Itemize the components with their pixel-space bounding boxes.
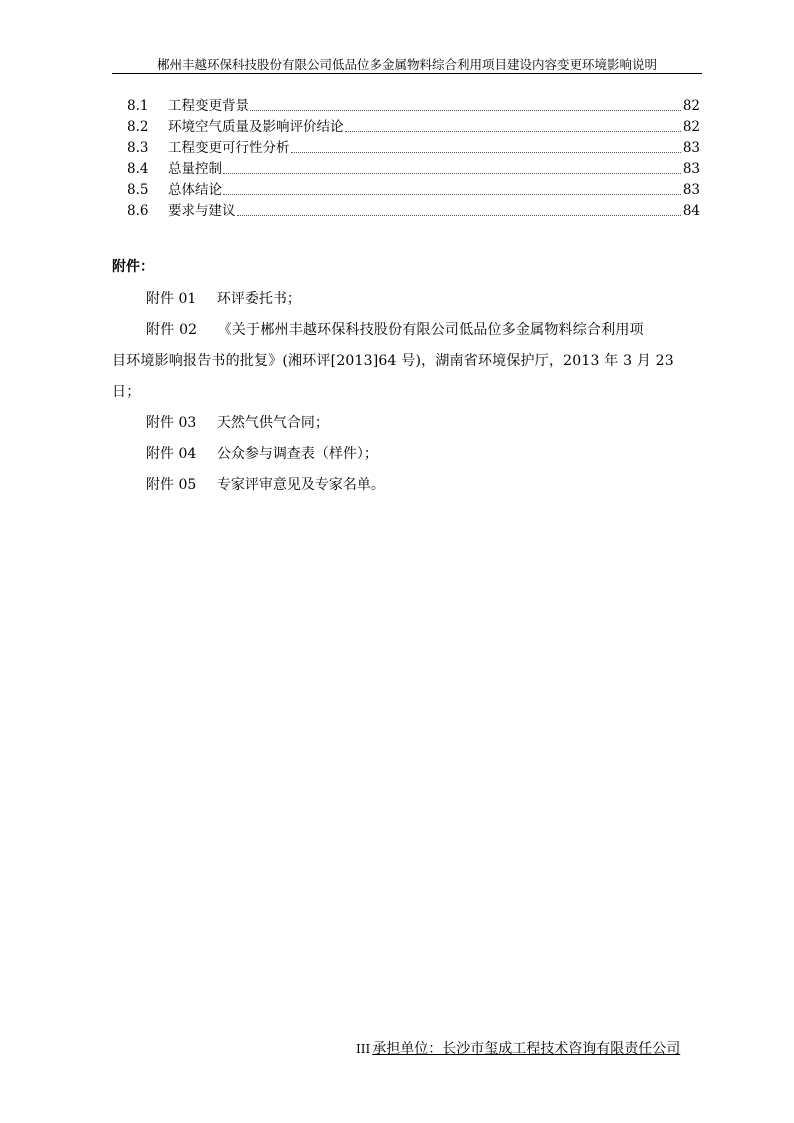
toc-title: 工程变更可行性分析: [168, 140, 290, 156]
toc-title: 要求与建议: [168, 203, 236, 219]
toc-number: 8.1: [127, 98, 149, 114]
toc-leader: [250, 110, 681, 111]
toc-number: 8.6: [127, 203, 149, 219]
attachment-label: 附件: [146, 415, 174, 431]
running-header: 郴州丰越环保科技股份有限公司低品位多金属物料综合利用项目建设内容变更环境影响说明: [156, 57, 657, 72]
attachment-item: [112, 408, 702, 439]
attachment-item: [112, 470, 702, 501]
toc-title: 总体结论: [168, 182, 222, 198]
attachment-text-line1: 《关于郴州丰越环保科技股份有限公司低品位多金属物料综合利用项: [217, 322, 644, 338]
attachment-label: 附件: [146, 322, 175, 338]
toc-page-number: 84: [682, 203, 700, 219]
toc-title: 环境空气质量及影响评价结论: [168, 119, 344, 135]
attachment-item: [112, 284, 702, 315]
attachment-label: 附件: [146, 477, 174, 493]
table-of-contents: [112, 96, 700, 222]
toc-entry[interactable]: [112, 201, 700, 222]
toc-number: 8.5: [127, 182, 149, 198]
attachment-item: [112, 439, 702, 470]
attachment-text: 天然气供气合同；: [216, 415, 329, 431]
attachment-code: 03: [178, 415, 197, 431]
toc-leader: [291, 152, 682, 153]
attachment-code: 05: [178, 477, 197, 493]
toc-entry[interactable]: [112, 96, 700, 117]
header-rule: [112, 73, 702, 74]
attachment-item: [112, 315, 702, 408]
toc-entry[interactable]: [112, 180, 700, 201]
toc-leader: [345, 131, 682, 132]
toc-leader: [223, 173, 681, 174]
attachment-code: 04: [178, 446, 197, 462]
toc-entry[interactable]: [112, 138, 700, 159]
toc-title: 工程变更背景: [168, 98, 249, 114]
attachment-text-line2: 目环境影响报告书的批复》(湘环评[2013]64 号)，湖南省环境保护厅，2013 年 3 月 23: [112, 353, 674, 369]
page-footer: [356, 1039, 680, 1059]
attachment-code: 02: [179, 322, 198, 338]
toc-title: 总量控制: [168, 161, 222, 177]
attachment-label: 附件: [146, 446, 174, 462]
toc-page-number: 82: [682, 119, 700, 135]
toc-page-number: 83: [682, 161, 700, 177]
toc-page-number: 83: [682, 182, 700, 198]
toc-number: 8.3: [127, 140, 149, 156]
footer-organization: 承担单位：长沙市玺成工程技术咨询有限责任公司: [372, 1041, 681, 1057]
toc-entry[interactable]: [112, 159, 700, 180]
page-number: III: [356, 1042, 371, 1056]
toc-page-number: 82: [682, 98, 700, 114]
attachment-label: 附件: [146, 291, 174, 307]
toc-leader: [237, 215, 682, 216]
attachment-text-line3: 日；: [112, 384, 141, 400]
attachment-text: 环评委托书；: [216, 291, 301, 307]
attachments-heading: 附件：: [112, 259, 154, 275]
attachment-text: 专家评审意见及专家名单。: [216, 477, 385, 493]
toc-entry[interactable]: [112, 117, 700, 138]
toc-leader: [223, 194, 681, 195]
attachment-text: 公众参与调查表（样件）；: [216, 446, 378, 462]
attachment-code: 01: [178, 291, 197, 307]
toc-number: 8.4: [127, 161, 149, 177]
toc-number: 8.2: [127, 119, 149, 135]
toc-page-number: 83: [682, 140, 700, 156]
